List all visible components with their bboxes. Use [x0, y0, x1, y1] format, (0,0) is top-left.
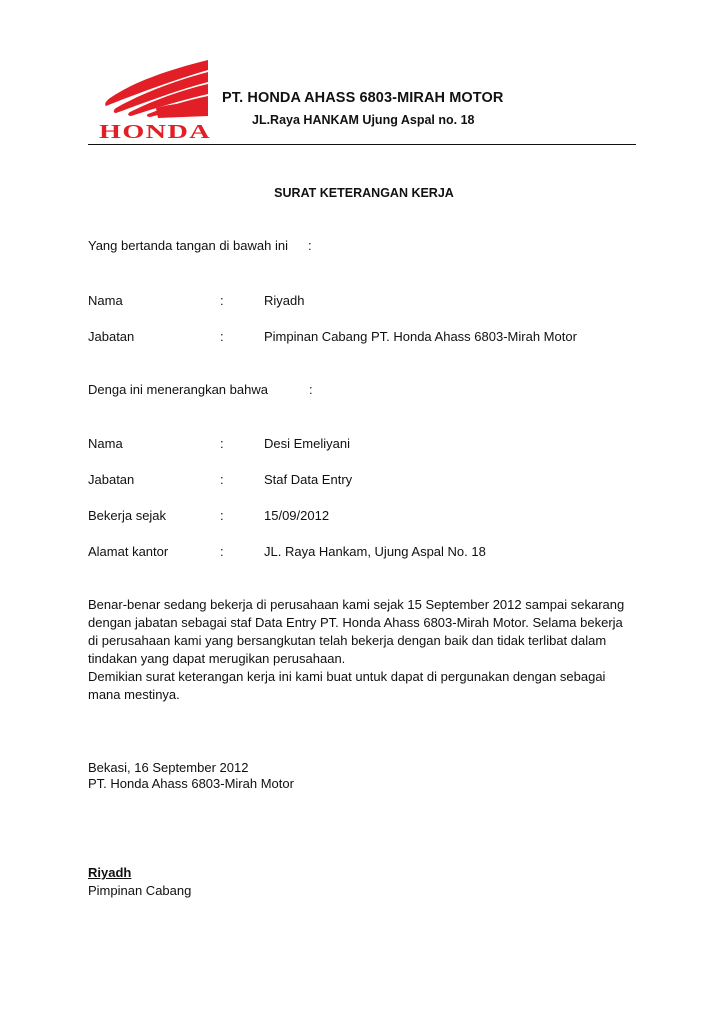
closing-paragraph: Demikian surat keterangan kerja ini kami buat untuk dapat di pergunakan dengan sebagai mana mestinya.	[88, 669, 606, 702]
field-colon: :	[220, 293, 224, 308]
field-value: Pimpinan Cabang PT. Honda Ahass 6803-Mirah Motor	[264, 329, 577, 344]
field-label: Nama	[88, 293, 123, 308]
field-value: 15/09/2012	[264, 508, 330, 523]
field-colon: :	[220, 436, 224, 451]
signer-intro-row	[0, 238, 728, 254]
company-name: PT. HONDA AHASS 6803-MIRAH MOTOR	[222, 90, 504, 106]
field-value: Desi Emeliyani	[264, 436, 350, 451]
place-date: Bekasi, 16 September 2012	[88, 760, 249, 775]
employee-intro-row	[0, 382, 728, 398]
body-text	[88, 596, 636, 704]
employee-start-date-row	[0, 508, 728, 524]
body-paragraph: Benar-benar sedang bekerja di perusahaan kami sejak 15 September 2012 sampai sekarang dengan jabatan sebagai staf Data Entry PT. Honda Ahass 6803-Mirah Motor. Selama bekerja di perusahaan kami yang bersangkutan telah bekerja dengan baik dan tidak terlibat dalam tindakan yang dapat merugikan perusahaan.	[88, 597, 625, 666]
field-colon: :	[220, 472, 224, 487]
employee-intro-colon: :	[309, 382, 313, 397]
field-value: JL. Raya Hankam, Ujung Aspal No. 18	[264, 544, 486, 559]
signer-intro-colon: :	[308, 238, 312, 253]
field-colon: :	[220, 508, 224, 523]
field-label: Nama	[88, 436, 123, 451]
field-colon: :	[220, 544, 224, 559]
company-address: JL.Raya HANKAM Ujung Aspal no. 18	[252, 113, 475, 127]
logo-wordmark: HONDA	[99, 121, 211, 142]
employee-office-address-row	[0, 544, 728, 560]
field-label: Jabatan	[88, 472, 135, 487]
field-label: Bekerja sejak	[88, 508, 167, 523]
signer-name-row	[0, 293, 728, 309]
field-label: Jabatan	[88, 329, 135, 344]
employee-position-row	[0, 472, 728, 488]
document-title: SURAT KETERANGAN KERJA	[274, 186, 454, 200]
company-signature-line: PT. Honda Ahass 6803-Mirah Motor	[88, 776, 294, 791]
field-colon: :	[220, 329, 224, 344]
honda-wing-logo-graphic	[96, 58, 214, 142]
honda-wing-logo	[96, 58, 214, 142]
field-label: Alamat kantor	[88, 544, 169, 559]
header-divider	[88, 144, 636, 145]
signatory-title: Pimpinan Cabang	[88, 883, 192, 898]
signer-intro-text: Yang bertanda tangan di bawah ini	[88, 238, 288, 253]
field-value: Staf Data Entry	[264, 472, 353, 487]
employee-name-row	[0, 436, 728, 452]
signatory-name: Riyadh	[88, 865, 132, 880]
signer-position-row	[0, 329, 728, 345]
field-value: Riyadh	[264, 293, 305, 308]
employee-intro-text: Denga ini menerangkan bahwa	[88, 382, 268, 397]
